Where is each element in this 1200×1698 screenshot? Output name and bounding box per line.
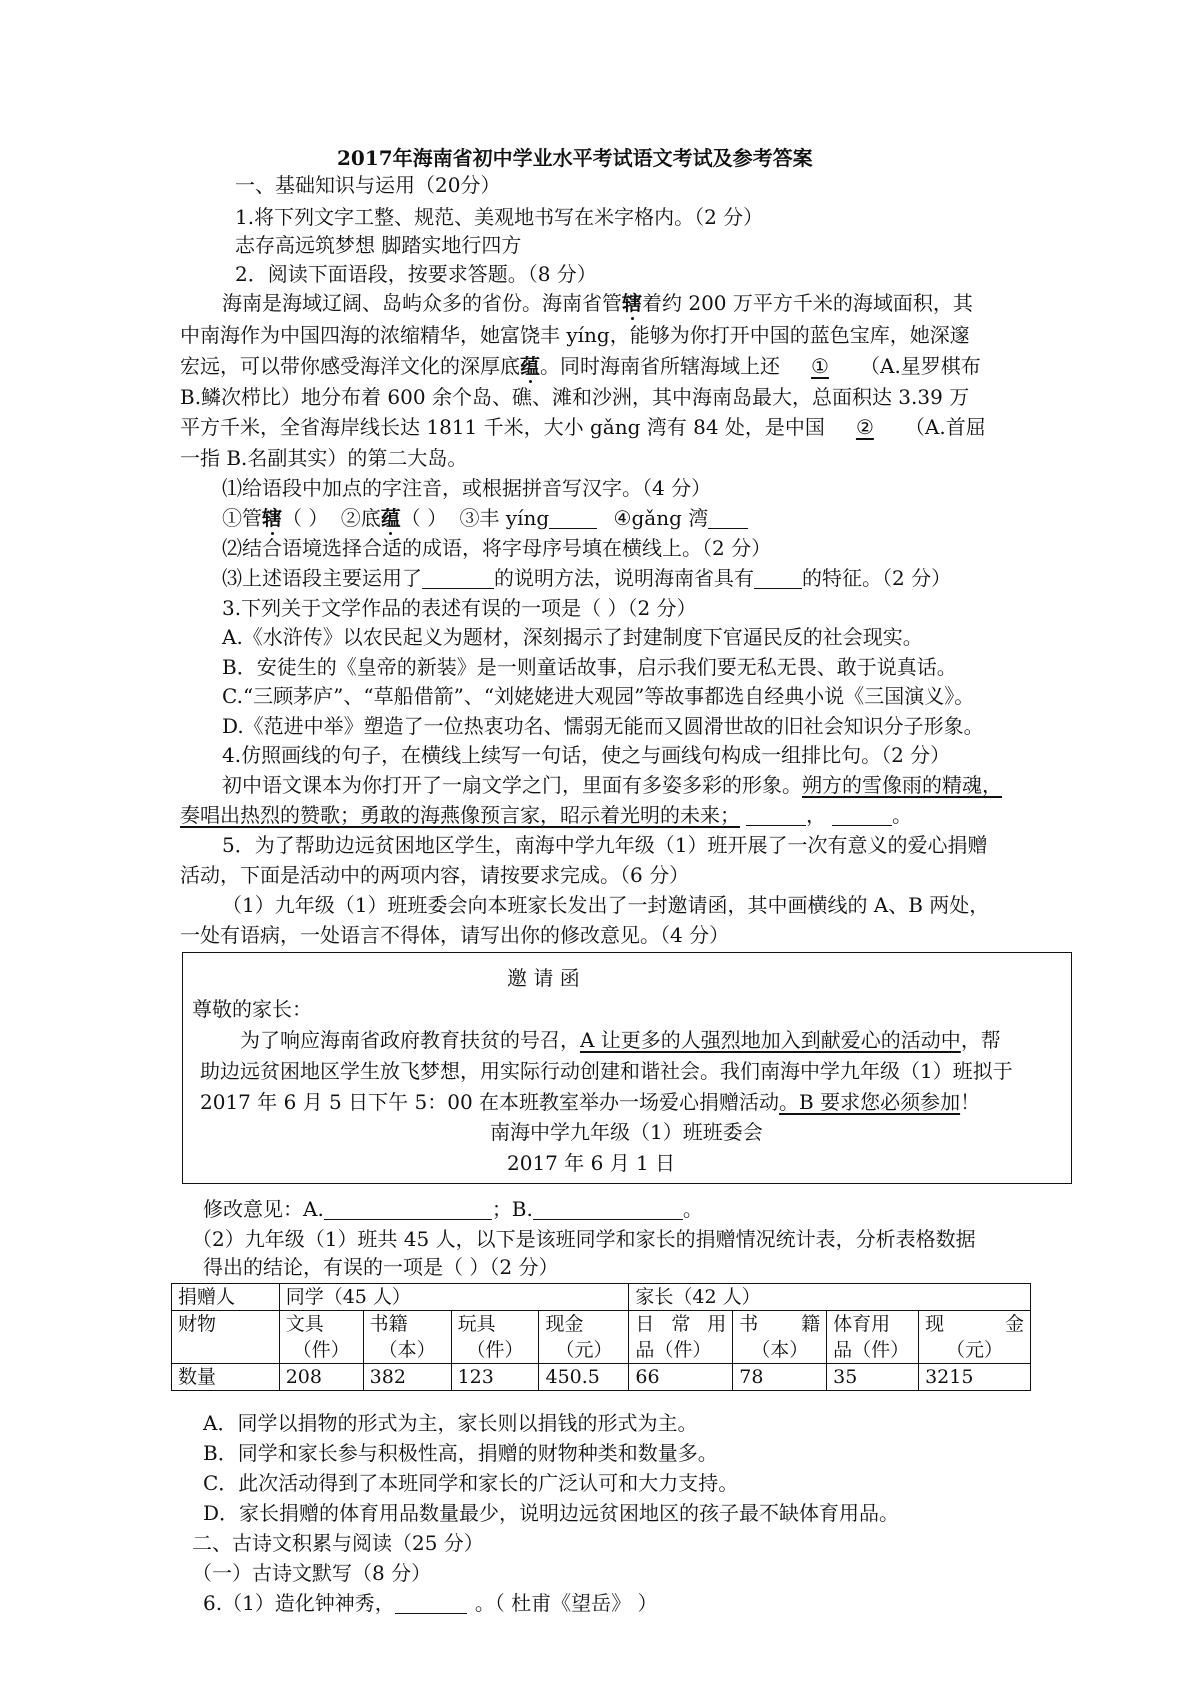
table-items-row bbox=[172, 1311, 1031, 1364]
table-quantity-row bbox=[172, 1364, 1031, 1391]
table-cell: 123 bbox=[451, 1364, 539, 1391]
answer-blank-1[interactable]: ① bbox=[811, 354, 829, 378]
dotted-char: 蕴 bbox=[520, 354, 540, 378]
text-segment: （A.星罗棋布 bbox=[860, 354, 981, 378]
table-cell: 书 籍 （本） bbox=[733, 1311, 827, 1364]
q2-sub2-prompt: ⑵结合语境选择合适的成语，将字母序号填在横线上。（2 分） bbox=[222, 536, 772, 560]
section2-heading: 二、古诗文积累与阅读（25 分） bbox=[192, 1531, 484, 1555]
text-segment: 的说明方法，说明海南省具有 bbox=[494, 566, 754, 590]
dotted-char: 辖 bbox=[262, 506, 282, 530]
table-cell: 日 常 用 品（件） bbox=[629, 1311, 733, 1364]
invitation-salutation: 尊敬的家长： bbox=[192, 997, 312, 1021]
answer-paren-a[interactable]: （ ） bbox=[282, 506, 329, 530]
q6-line bbox=[203, 1590, 658, 1616]
q4-line-2 bbox=[180, 802, 912, 828]
revision-label: 修改意见：A. bbox=[203, 1197, 324, 1221]
text-segment: 为了响应海南省政府教育扶贫的号召， bbox=[240, 1028, 580, 1052]
dotted-char: 蕴 bbox=[380, 506, 401, 530]
text-segment: 。同时海南省所辖海域上还 bbox=[540, 354, 780, 378]
text-segment: 6.（1）造化钟神秀， bbox=[203, 1591, 395, 1615]
table-cell: 现金 （元） bbox=[539, 1311, 629, 1364]
answer-blank-q6[interactable] bbox=[395, 1593, 467, 1614]
q5-sub1-prompt-1: （1）九年级（1）班班委会向本班家长发出了一封邀请函，其中画横线的 A、B 两处， bbox=[222, 893, 990, 917]
answer-blank-c[interactable] bbox=[549, 508, 597, 529]
answer-blank-d[interactable] bbox=[708, 508, 748, 529]
text-segment: ⑶上述语段主要运用了 bbox=[222, 566, 422, 590]
text-segment: 平方千米，全省海岸线长达 1811 千米，大小 gǎng 湾有 84 处，是中国 bbox=[180, 415, 825, 439]
q2-paragraph-line-1 bbox=[222, 290, 973, 316]
parents-header-cell: 家长（42 人） bbox=[629, 1284, 1031, 1311]
q3-prompt: 3.下列关于文学作品的表述有误的一项是（ ）（2 分） bbox=[222, 596, 697, 620]
q2-prompt: 2．阅读下面语段，按要求答题。（8 分） bbox=[235, 262, 597, 286]
students-header-cell: 同学（45 人） bbox=[279, 1284, 629, 1311]
table-cell: 35 bbox=[827, 1364, 919, 1391]
text-segment: 的特征。（2 分） bbox=[802, 566, 952, 590]
text-segment: 。（ 杜甫《望岳》 ） bbox=[474, 1591, 658, 1615]
text-segment: 。 bbox=[892, 803, 912, 827]
table-cell: 66 bbox=[629, 1364, 733, 1391]
revision-b-label: ；B. bbox=[491, 1197, 533, 1221]
table-cell: 体育用 品（件） bbox=[827, 1311, 919, 1364]
q4-prompt: 4.仿照画线的句子，在横线上续写一句话，使之与画线句构成一组排比句。（2 分） bbox=[222, 743, 951, 767]
q2-paragraph-line-2: 中南海作为中国四海的浓缩精华，她富饶丰 yíng，能够为你打开中国的蓝色宝库，她深邃 bbox=[180, 323, 970, 347]
q2-paragraph-line-3 bbox=[180, 353, 981, 379]
answer-blank-method[interactable] bbox=[422, 568, 494, 589]
q2-paragraph-line-5 bbox=[180, 414, 986, 440]
q5-option-b: B．同学和家长参与积极性高，捐赠的财物种类和数量多。 bbox=[203, 1441, 718, 1465]
text-segment: ！ bbox=[960, 1090, 981, 1114]
underlined-part-b: 。B 要求您必须参加 bbox=[779, 1090, 961, 1114]
answer-blank-feature[interactable] bbox=[754, 568, 802, 589]
text-segment: 初中语文课本为你打开了一扇文学之门，里面有多姿多彩的形象。 bbox=[222, 773, 802, 797]
q5-prompt-1: 5．为了帮助边远贫困地区学生，南海中学九年级（1）班开展了一次有意义的爱心捐赠 bbox=[222, 833, 988, 857]
invitation-body-line-2: 助边远贫困地区学生放飞梦想，用实际行动创建和谐社会。我们南海中学九年级（1）班拟于 bbox=[200, 1059, 1013, 1083]
table-header-row bbox=[172, 1284, 1031, 1311]
revision-blank-b[interactable] bbox=[533, 1199, 683, 1220]
revision-blank-a[interactable] bbox=[324, 1199, 492, 1220]
q3-option-b: B．安徒生的《皇帝的新装》是一则童话故事，启示我们要无私无畏、敢于说真话。 bbox=[222, 655, 957, 679]
q5-option-a: A．同学以捐物的形式为主，家长则以捐钱的形式为主。 bbox=[203, 1411, 698, 1435]
q5-sub2-prompt-2: 得出的结论，有误的一项是（ ）（2 分） bbox=[203, 1255, 559, 1279]
text-segment: ， bbox=[806, 803, 826, 827]
table-cell: 3215 bbox=[919, 1364, 1031, 1391]
text-segment: 海南是海域辽阔、岛屿众多的省份。海南省管 bbox=[222, 291, 622, 315]
q2-sub1-prompt: ⑴给语段中加点的字注音，或根据拼音写汉字。（4 分） bbox=[222, 476, 712, 500]
underlined-model-sentence: 朔方的雪像雨的精魂， bbox=[802, 773, 1002, 797]
invitation-body-line-1 bbox=[240, 1027, 1001, 1053]
text-segment: 宏远，可以带你感受海洋文化的深厚底 bbox=[180, 354, 520, 378]
item-d: ④gǎng 湾 bbox=[613, 506, 709, 530]
text-segment: 着约 200 万平方千米的海域面积，其 bbox=[642, 291, 973, 315]
text-segment: ，帮 bbox=[960, 1028, 1001, 1052]
dotted-char: 辖 bbox=[622, 291, 642, 315]
item-c: ③丰 yíng bbox=[459, 506, 550, 530]
answer-blank-q4b[interactable] bbox=[832, 805, 892, 826]
q5-sub2-prompt-1: （2）九年级（1）班共 45 人，以下是该班同学和家长的捐赠情况统计表，分析表格数据 bbox=[192, 1227, 976, 1251]
q2-sub3-prompt bbox=[222, 565, 951, 591]
table-cell: 382 bbox=[363, 1364, 451, 1391]
q3-option-d: D.《范进中举》塑造了一位热衷功名、懦弱无能而又圆滑世故的旧社会知识分子形象。 bbox=[222, 714, 984, 738]
q2-paragraph-line-6: 一指 B.名副其实）的第二大岛。 bbox=[180, 446, 468, 470]
invitation-title: 邀 请 函 bbox=[507, 966, 580, 990]
text-segment: 2017 年 6 月 5 日下午 5：00 在本班教室举办一场爱心捐赠活动 bbox=[200, 1090, 780, 1114]
q3-option-a: A.《水浒传》以农民起义为题材，深刻揭示了封建制度下官逼民反的社会现实。 bbox=[222, 625, 923, 649]
q1-text: 志存高远筑梦想 脚踏实地行四方 bbox=[235, 233, 522, 257]
table-cell: 现 金 （元） bbox=[919, 1311, 1031, 1364]
answer-blank-q4a[interactable] bbox=[746, 805, 806, 826]
table-cell: 玩具 （件） bbox=[451, 1311, 539, 1364]
table-cell: 450.5 bbox=[539, 1364, 629, 1391]
q1-prompt: 1.将下列文字工整、规范、美观地书写在米字格内。（2 分） bbox=[235, 205, 764, 229]
answer-blank-2[interactable]: ② bbox=[855, 415, 874, 439]
invitation-date: 2017 年 6 月 1 日 bbox=[507, 1151, 676, 1175]
underlined-model-sentence: 奏唱出热烈的赞歌；勇敢的海燕像预言家，昭示着光明的未来； bbox=[180, 803, 740, 827]
donation-table bbox=[171, 1283, 1031, 1391]
table-cell: 208 bbox=[279, 1364, 363, 1391]
q5-sub1-prompt-2: 一处有语病，一处语言不得体，请写出你的修改意见。（4 分） bbox=[180, 923, 730, 947]
text-segment: 。 bbox=[682, 1197, 703, 1221]
item-label-cell: 财物 bbox=[172, 1311, 280, 1364]
item-a: ①管 bbox=[222, 506, 262, 530]
text-segment: （A.首屈 bbox=[904, 415, 986, 439]
section1-heading: 一、基础知识与运用（20分） bbox=[235, 173, 501, 197]
invitation-signature: 南海中学九年级（1）班班委会 bbox=[490, 1120, 763, 1144]
item-b: ②底 bbox=[340, 506, 381, 530]
table-cell: 书籍 （本） bbox=[363, 1311, 451, 1364]
table-cell: 文具 （件） bbox=[279, 1311, 363, 1364]
answer-paren-b[interactable]: （ ） bbox=[400, 506, 448, 530]
underlined-part-a: A 让更多的人强烈地加入到献爱心的活动中 bbox=[580, 1028, 961, 1052]
table-cell: 78 bbox=[733, 1364, 827, 1391]
q4-line-1 bbox=[222, 772, 1002, 798]
section2-subheading: （一）古诗文默写（8 分） bbox=[192, 1561, 432, 1585]
q5-option-d: D．家长捐赠的体育用品数量最少，说明边远贫困地区的孩子最不缺体育用品。 bbox=[203, 1501, 900, 1525]
q3-option-c: C.“三顾茅庐”、“草船借箭”、“刘姥姥进大观园”等故事都选自经典小说《三国演义》。 bbox=[222, 684, 975, 708]
q5-option-c: C．此次活动得到了本班同学和家长的广泛认可和大力支持。 bbox=[203, 1471, 739, 1495]
quantity-label-cell: 数量 bbox=[172, 1364, 280, 1391]
revision-line bbox=[203, 1196, 703, 1222]
q2-sub1-items bbox=[222, 505, 748, 531]
donor-label-cell: 捐赠人 bbox=[172, 1284, 280, 1311]
page-title: 2017年海南省初中学业水平考试语文考试及参考答案 bbox=[337, 146, 813, 170]
q5-prompt-2: 活动，下面是活动中的两项内容，请按要求完成。（6 分） bbox=[180, 863, 690, 887]
q2-paragraph-line-4: B.鳞次栉比）地分布着 600 余个岛、礁、滩和沙洲，其中海南岛最大，总面积达 3.39 万 bbox=[180, 385, 970, 409]
invitation-body-line-3 bbox=[200, 1089, 980, 1115]
